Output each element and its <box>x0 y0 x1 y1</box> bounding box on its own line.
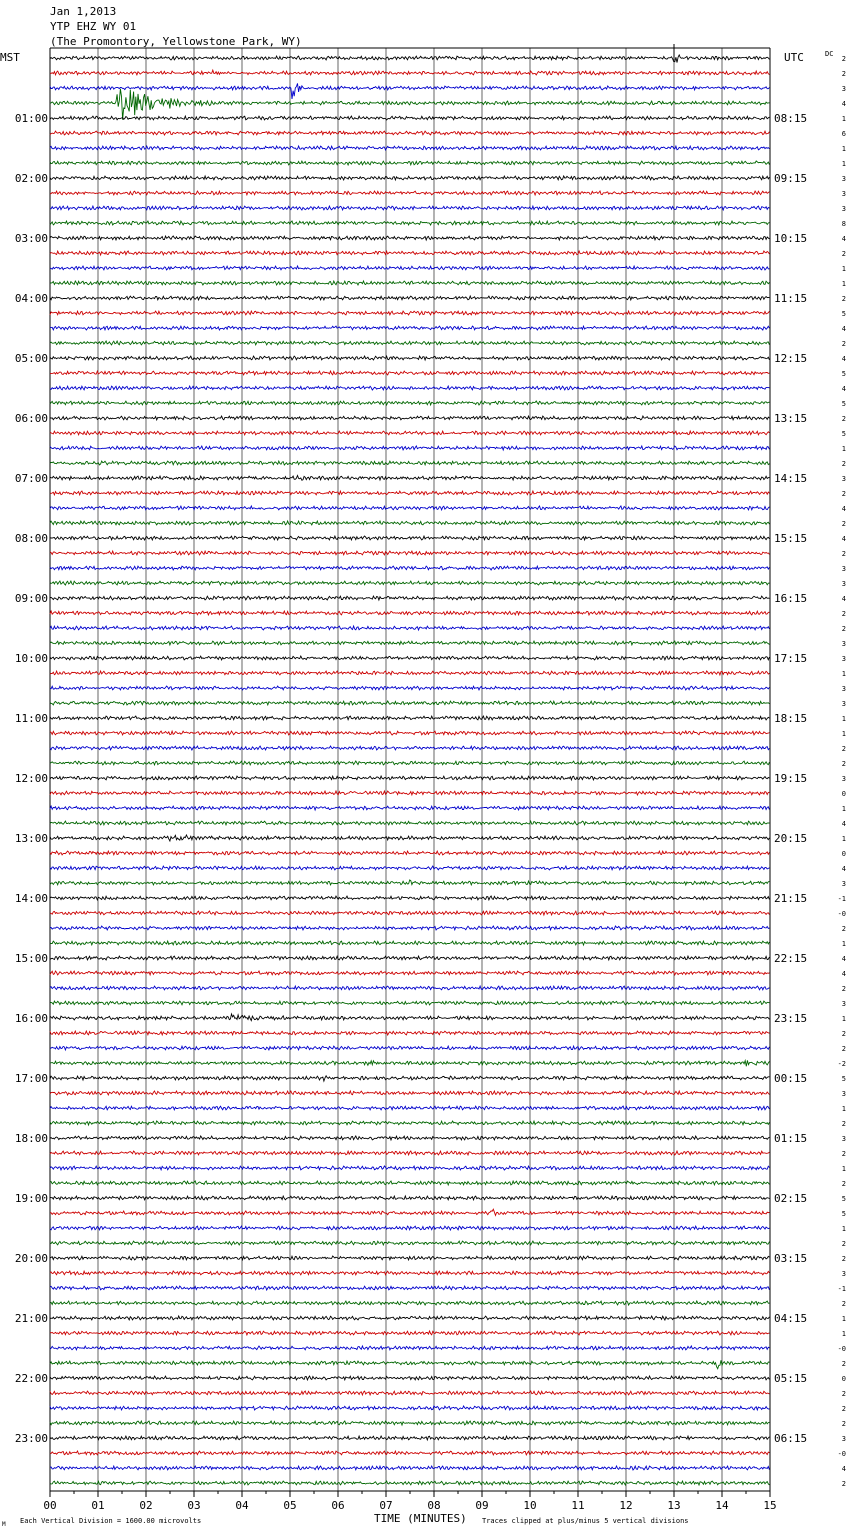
utc-hour-label: 00:15 <box>774 1072 808 1085</box>
dc-offset-label: 3 <box>841 1000 846 1008</box>
trace-line <box>50 776 769 780</box>
minute-gridlines <box>50 48 770 1497</box>
trace-line <box>50 89 769 120</box>
dc-offset-label: -1 <box>837 1285 846 1293</box>
dc-offset-label: 2 <box>841 70 846 78</box>
dc-offset-label: 2 <box>841 340 846 348</box>
utc-hour-label: 13:15 <box>774 412 808 425</box>
mst-hour-label: 13:00 <box>14 832 48 845</box>
dc-offset-label: 0 <box>841 790 846 798</box>
trace-line <box>50 416 769 420</box>
trace-line <box>50 971 769 975</box>
trace-line <box>50 896 769 900</box>
dc-offset-label: 2 <box>841 1045 846 1053</box>
dc-offset-label: 2 <box>841 1405 846 1413</box>
dc-offset-label: 2 <box>841 1360 846 1368</box>
utc-hour-label: 08:15 <box>774 112 808 125</box>
trace-line <box>50 611 769 615</box>
utc-hour-label: 04:15 <box>774 1312 808 1325</box>
trace-line <box>50 1376 769 1380</box>
dc-offset-label: 1 <box>841 1165 846 1173</box>
mst-hour-label: 19:00 <box>14 1192 48 1205</box>
trace-line <box>50 206 769 210</box>
x-tick-label: 13 <box>667 1499 681 1512</box>
trace-line <box>50 1271 769 1275</box>
dc-offset-label: 3 <box>841 700 846 708</box>
trace-line <box>50 596 769 600</box>
trace-line <box>50 551 769 555</box>
x-tick-label: 02 <box>139 1499 153 1512</box>
trace-line <box>50 1481 769 1485</box>
utc-hour-label: 20:15 <box>774 832 808 845</box>
dc-offset-label: 3 <box>841 580 846 588</box>
x-tick-label: 15 <box>763 1499 777 1512</box>
dc-offset-label: 2 <box>841 460 846 468</box>
mst-hour-label: 16:00 <box>14 1012 48 1025</box>
dc-offset-label: 2 <box>841 760 846 768</box>
dc-offset-label: 2 <box>841 610 846 618</box>
trace-line <box>50 986 769 990</box>
mst-hour-label: 15:00 <box>14 952 48 965</box>
dc-offset-label: 0 <box>841 1375 846 1383</box>
dc-offset-label: -2 <box>837 1060 846 1068</box>
mst-hour-label: 18:00 <box>14 1132 48 1145</box>
x-tick-label: 07 <box>379 1499 393 1512</box>
trace-line <box>50 1166 769 1170</box>
trace-line <box>50 476 769 481</box>
dc-offset-label: 1 <box>841 145 846 153</box>
dc-offset-label: 5 <box>841 310 846 318</box>
dc-offset-label: 2 <box>841 1030 846 1038</box>
dc-offset-label: -1 <box>837 895 846 903</box>
trace-line <box>50 671 769 675</box>
x-tick-label: 04 <box>235 1499 249 1512</box>
trace-line <box>50 461 769 465</box>
dc-offset-label: 4 <box>841 325 846 333</box>
mst-hour-label: 14:00 <box>14 892 48 905</box>
dc-offset-label: 4 <box>841 505 846 513</box>
trace-line <box>50 641 769 645</box>
station-location: (The Promontory, Yellowstone Park, WY) <box>50 35 302 48</box>
trace-line <box>50 1209 769 1215</box>
dc-offset-label: 1 <box>841 1105 846 1113</box>
trace-line <box>50 1466 769 1470</box>
utc-hour-label: 03:15 <box>774 1252 808 1265</box>
dc-offset-label: 2 <box>841 295 846 303</box>
trace-line <box>50 1360 769 1368</box>
mst-hour-label: 23:00 <box>14 1432 48 1445</box>
trace-line <box>50 131 769 135</box>
trace-line <box>50 491 769 495</box>
dc-offset-label: 2 <box>841 415 846 423</box>
utc-hour-label: 16:15 <box>774 592 808 605</box>
utc-hour-label: 06:15 <box>774 1432 808 1445</box>
dc-offset-label: 4 <box>841 100 846 108</box>
trace-line <box>50 1046 769 1050</box>
trace-line <box>50 956 769 960</box>
trace-line <box>50 851 769 855</box>
dc-offset-label: 4 <box>841 865 846 873</box>
dc-offset-label: 4 <box>841 355 846 363</box>
dc-offset-label: 1 <box>841 1315 846 1323</box>
trace-line <box>50 55 769 63</box>
trace-line <box>50 431 769 435</box>
trace-line <box>50 1076 769 1081</box>
dc-offset-label: 3 <box>841 775 846 783</box>
mst-hour-label: 12:00 <box>14 772 48 785</box>
mst-hour-label: 21:00 <box>14 1312 48 1325</box>
x-axis-title: TIME (MINUTES) <box>374 1512 467 1525</box>
mst-hour-label: 01:00 <box>14 112 48 125</box>
dc-offset-label: 2 <box>841 1420 846 1428</box>
trace-line <box>50 761 769 765</box>
utc-axis-label: UTC <box>784 51 804 64</box>
trace-line <box>50 1151 769 1155</box>
dc-offset-label: 6 <box>841 130 846 138</box>
mst-hour-label: 17:00 <box>14 1072 48 1085</box>
dc-offset-label: 2 <box>841 1300 846 1308</box>
trace-line <box>50 566 769 570</box>
trace-line <box>50 371 769 375</box>
dc-offset-label: -0 <box>837 910 846 918</box>
trace-line <box>50 341 769 345</box>
trace-line <box>50 791 769 795</box>
dc-offset-label: 2 <box>841 1120 846 1128</box>
corner-mark: M <box>2 1521 6 1528</box>
dc-offset-label: 3 <box>841 640 846 648</box>
dc-offset-label: 1 <box>841 1225 846 1233</box>
dc-offset-label: 5 <box>841 400 846 408</box>
dc-offset-label: 3 <box>841 880 846 888</box>
trace-line <box>50 1286 769 1290</box>
trace-line <box>50 1391 769 1395</box>
dc-offset-label: 4 <box>841 385 846 393</box>
mst-hour-label: 08:00 <box>14 532 48 545</box>
mst-hour-label: 06:00 <box>14 412 48 425</box>
dc-offset-label: 3 <box>841 175 846 183</box>
dc-offset-label: 3 <box>841 1435 846 1443</box>
trace-line <box>50 116 769 120</box>
trace-line <box>50 1014 769 1021</box>
trace-line <box>50 446 769 450</box>
dc-offset-label: 4 <box>841 1465 846 1473</box>
dc-offset-label: 1 <box>841 670 846 678</box>
trace-line <box>50 521 769 525</box>
dc-offset-label: 2 <box>841 925 846 933</box>
utc-hour-label: 14:15 <box>774 472 808 485</box>
dc-offset-label: 1 <box>841 445 846 453</box>
station-code: YTP EHZ WY 01 <box>50 20 137 33</box>
dc-offset-label: 8 <box>841 220 846 228</box>
dc-offset-label: 4 <box>841 235 846 243</box>
mst-hour-label: 04:00 <box>14 292 48 305</box>
trace-line <box>50 866 769 870</box>
dc-offset-label: 3 <box>841 1135 846 1143</box>
dc-offset-label: 1 <box>841 160 846 168</box>
x-tick-label: 01 <box>91 1499 105 1512</box>
utc-hour-label: 18:15 <box>774 712 808 725</box>
trace-line <box>50 701 769 705</box>
trace-line <box>50 1421 769 1425</box>
dc-offset-label: 3 <box>841 190 846 198</box>
dc-offset-label: 2 <box>841 745 846 753</box>
dc-offset-label: 3 <box>841 685 846 693</box>
utc-hour-label: 23:15 <box>774 1012 808 1025</box>
mst-axis-label: MST <box>0 51 20 64</box>
dc-offset-label: 2 <box>841 625 846 633</box>
scale-note: Each Vertical Division = 1600.00 microvolts <box>20 1517 202 1525</box>
trace-line <box>50 161 769 165</box>
trace-line <box>50 1226 769 1230</box>
trace-line <box>50 236 769 240</box>
mst-hour-label: 02:00 <box>14 172 48 185</box>
dc-offset-label: 1 <box>841 805 846 813</box>
utc-hour-label: 01:15 <box>774 1132 808 1145</box>
utc-hour-label: 15:15 <box>774 532 808 545</box>
trace-line <box>50 221 769 225</box>
trace-line <box>50 1301 769 1305</box>
x-tick-label: 12 <box>619 1499 633 1512</box>
mst-hour-label: 03:00 <box>14 232 48 245</box>
trace-line <box>50 1451 769 1455</box>
trace-line <box>50 1106 769 1110</box>
trace-line <box>50 1136 769 1140</box>
dc-offset-label: 2 <box>841 1480 846 1488</box>
trace-line <box>50 146 769 150</box>
trace-line <box>50 731 769 735</box>
dc-column-label: DC <box>825 50 834 58</box>
mst-hour-label: 07:00 <box>14 472 48 485</box>
mst-hour-label: 10:00 <box>14 652 48 665</box>
dc-offset-label: 4 <box>841 595 846 603</box>
dc-offset-label: 2 <box>841 1150 846 1158</box>
trace-line <box>50 1181 769 1185</box>
trace-line <box>50 1196 769 1200</box>
trace-line <box>50 1316 769 1320</box>
utc-hour-label: 21:15 <box>774 892 808 905</box>
trace-line <box>50 835 769 841</box>
utc-hour-label: 05:15 <box>774 1372 808 1385</box>
trace-line <box>50 386 769 390</box>
utc-hour-label: 17:15 <box>774 652 808 665</box>
utc-hour-label: 19:15 <box>774 772 808 785</box>
utc-hour-label: 09:15 <box>774 172 808 185</box>
dc-offset-label: -0 <box>837 1450 846 1458</box>
trace-line <box>50 266 769 270</box>
dc-offset-label: 5 <box>841 1195 846 1203</box>
trace-line <box>50 1406 769 1410</box>
trace-line <box>50 1331 769 1335</box>
trace-line <box>50 581 769 585</box>
dc-offset-label: 3 <box>841 475 846 483</box>
time-labels <box>15 55 846 1512</box>
x-tick-label: 03 <box>187 1499 201 1512</box>
x-tick-label: 09 <box>475 1499 489 1512</box>
trace-line <box>50 926 769 930</box>
dc-offset-label: 3 <box>841 565 846 573</box>
dc-offset-label: 1 <box>841 940 846 948</box>
dc-offset-label: 2 <box>841 250 846 258</box>
x-tick-label: 14 <box>715 1499 729 1512</box>
dc-offset-label: 2 <box>841 1180 846 1188</box>
trace-line <box>50 1256 769 1260</box>
dc-offset-label: 5 <box>841 370 846 378</box>
x-tick-label: 08 <box>427 1499 441 1512</box>
utc-hour-label: 02:15 <box>774 1192 808 1205</box>
trace-line <box>50 716 769 720</box>
trace-line <box>50 296 769 300</box>
trace-line <box>50 1060 769 1066</box>
dc-offset-label: 1 <box>841 1330 846 1338</box>
trace-line <box>50 356 769 360</box>
mst-hour-label: 20:00 <box>14 1252 48 1265</box>
trace-line <box>50 911 769 915</box>
trace-line <box>50 281 769 285</box>
trace-line <box>50 1001 769 1005</box>
seismic-traces <box>50 44 769 1485</box>
dc-offset-label: 3 <box>841 205 846 213</box>
dc-offset-label: 5 <box>841 1075 846 1083</box>
trace-line <box>50 506 769 510</box>
trace-line <box>50 746 769 750</box>
dc-offset-label: 1 <box>841 280 846 288</box>
dc-offset-label: 2 <box>841 985 846 993</box>
x-tick-label: 00 <box>43 1499 57 1512</box>
utc-hour-label: 10:15 <box>774 232 808 245</box>
dc-offset-label: 2 <box>841 490 846 498</box>
dc-offset-label: 1 <box>841 265 846 273</box>
trace-line <box>50 806 769 810</box>
trace-line <box>50 821 769 825</box>
dc-offset-label: 5 <box>841 1210 846 1218</box>
trace-line <box>50 70 769 75</box>
clip-note: Traces clipped at plus/minus 5 vertical divisions <box>482 1517 689 1525</box>
dc-offset-label: 4 <box>841 535 846 543</box>
dc-offset-label: 2 <box>841 1390 846 1398</box>
mst-hour-label: 09:00 <box>14 592 48 605</box>
dc-offset-label: 2 <box>841 520 846 528</box>
mst-hour-label: 05:00 <box>14 352 48 365</box>
dc-offset-label: 3 <box>841 85 846 93</box>
chart-date: Jan 1,2013 <box>50 5 117 18</box>
trace-line <box>50 880 769 885</box>
mst-hour-label: 22:00 <box>14 1372 48 1385</box>
dc-offset-label: 2 <box>841 55 846 63</box>
trace-line <box>50 176 769 180</box>
trace-line <box>50 536 769 540</box>
dc-offset-label: 1 <box>841 835 846 843</box>
dc-offset-label: 1 <box>841 1015 846 1023</box>
trace-line <box>50 311 769 315</box>
dc-offset-label: 2 <box>841 1240 846 1248</box>
x-tick-label: 10 <box>523 1499 537 1512</box>
trace-line <box>50 1091 769 1095</box>
dc-offset-label: 3 <box>841 655 846 663</box>
trace-line <box>50 191 769 195</box>
trace-line <box>50 941 769 945</box>
trace-line <box>50 1241 769 1245</box>
trace-line <box>50 686 769 690</box>
dc-offset-label: 2 <box>841 550 846 558</box>
trace-line <box>50 83 769 99</box>
utc-hour-label: 22:15 <box>774 952 808 965</box>
trace-line <box>50 626 769 630</box>
trace-line <box>50 1436 769 1440</box>
dc-offset-label: 1 <box>841 115 846 123</box>
x-tick-label: 05 <box>283 1499 297 1512</box>
dc-offset-label: -0 <box>837 1345 846 1353</box>
dc-offset-label: 5 <box>841 430 846 438</box>
trace-line <box>50 401 769 405</box>
trace-line <box>50 1031 769 1035</box>
dc-offset-label: 1 <box>841 730 846 738</box>
trace-line <box>50 656 769 660</box>
mst-hour-label: 11:00 <box>14 712 48 725</box>
dc-offset-label: 4 <box>841 820 846 828</box>
dc-offset-label: 3 <box>841 1090 846 1098</box>
utc-hour-label: 12:15 <box>774 352 808 365</box>
dc-offset-label: 1 <box>841 715 846 723</box>
trace-line <box>50 251 769 255</box>
dc-offset-label: 4 <box>841 955 846 963</box>
dc-offset-label: 0 <box>841 850 846 858</box>
trace-line <box>50 1346 769 1350</box>
x-tick-label: 11 <box>571 1499 585 1512</box>
trace-line <box>50 1121 769 1125</box>
dc-offset-label: 4 <box>841 970 846 978</box>
trace-line <box>50 326 769 330</box>
utc-hour-label: 11:15 <box>774 292 808 305</box>
dc-offset-label: 2 <box>841 1255 846 1263</box>
x-tick-label: 06 <box>331 1499 345 1512</box>
dc-offset-label: 3 <box>841 1270 846 1278</box>
